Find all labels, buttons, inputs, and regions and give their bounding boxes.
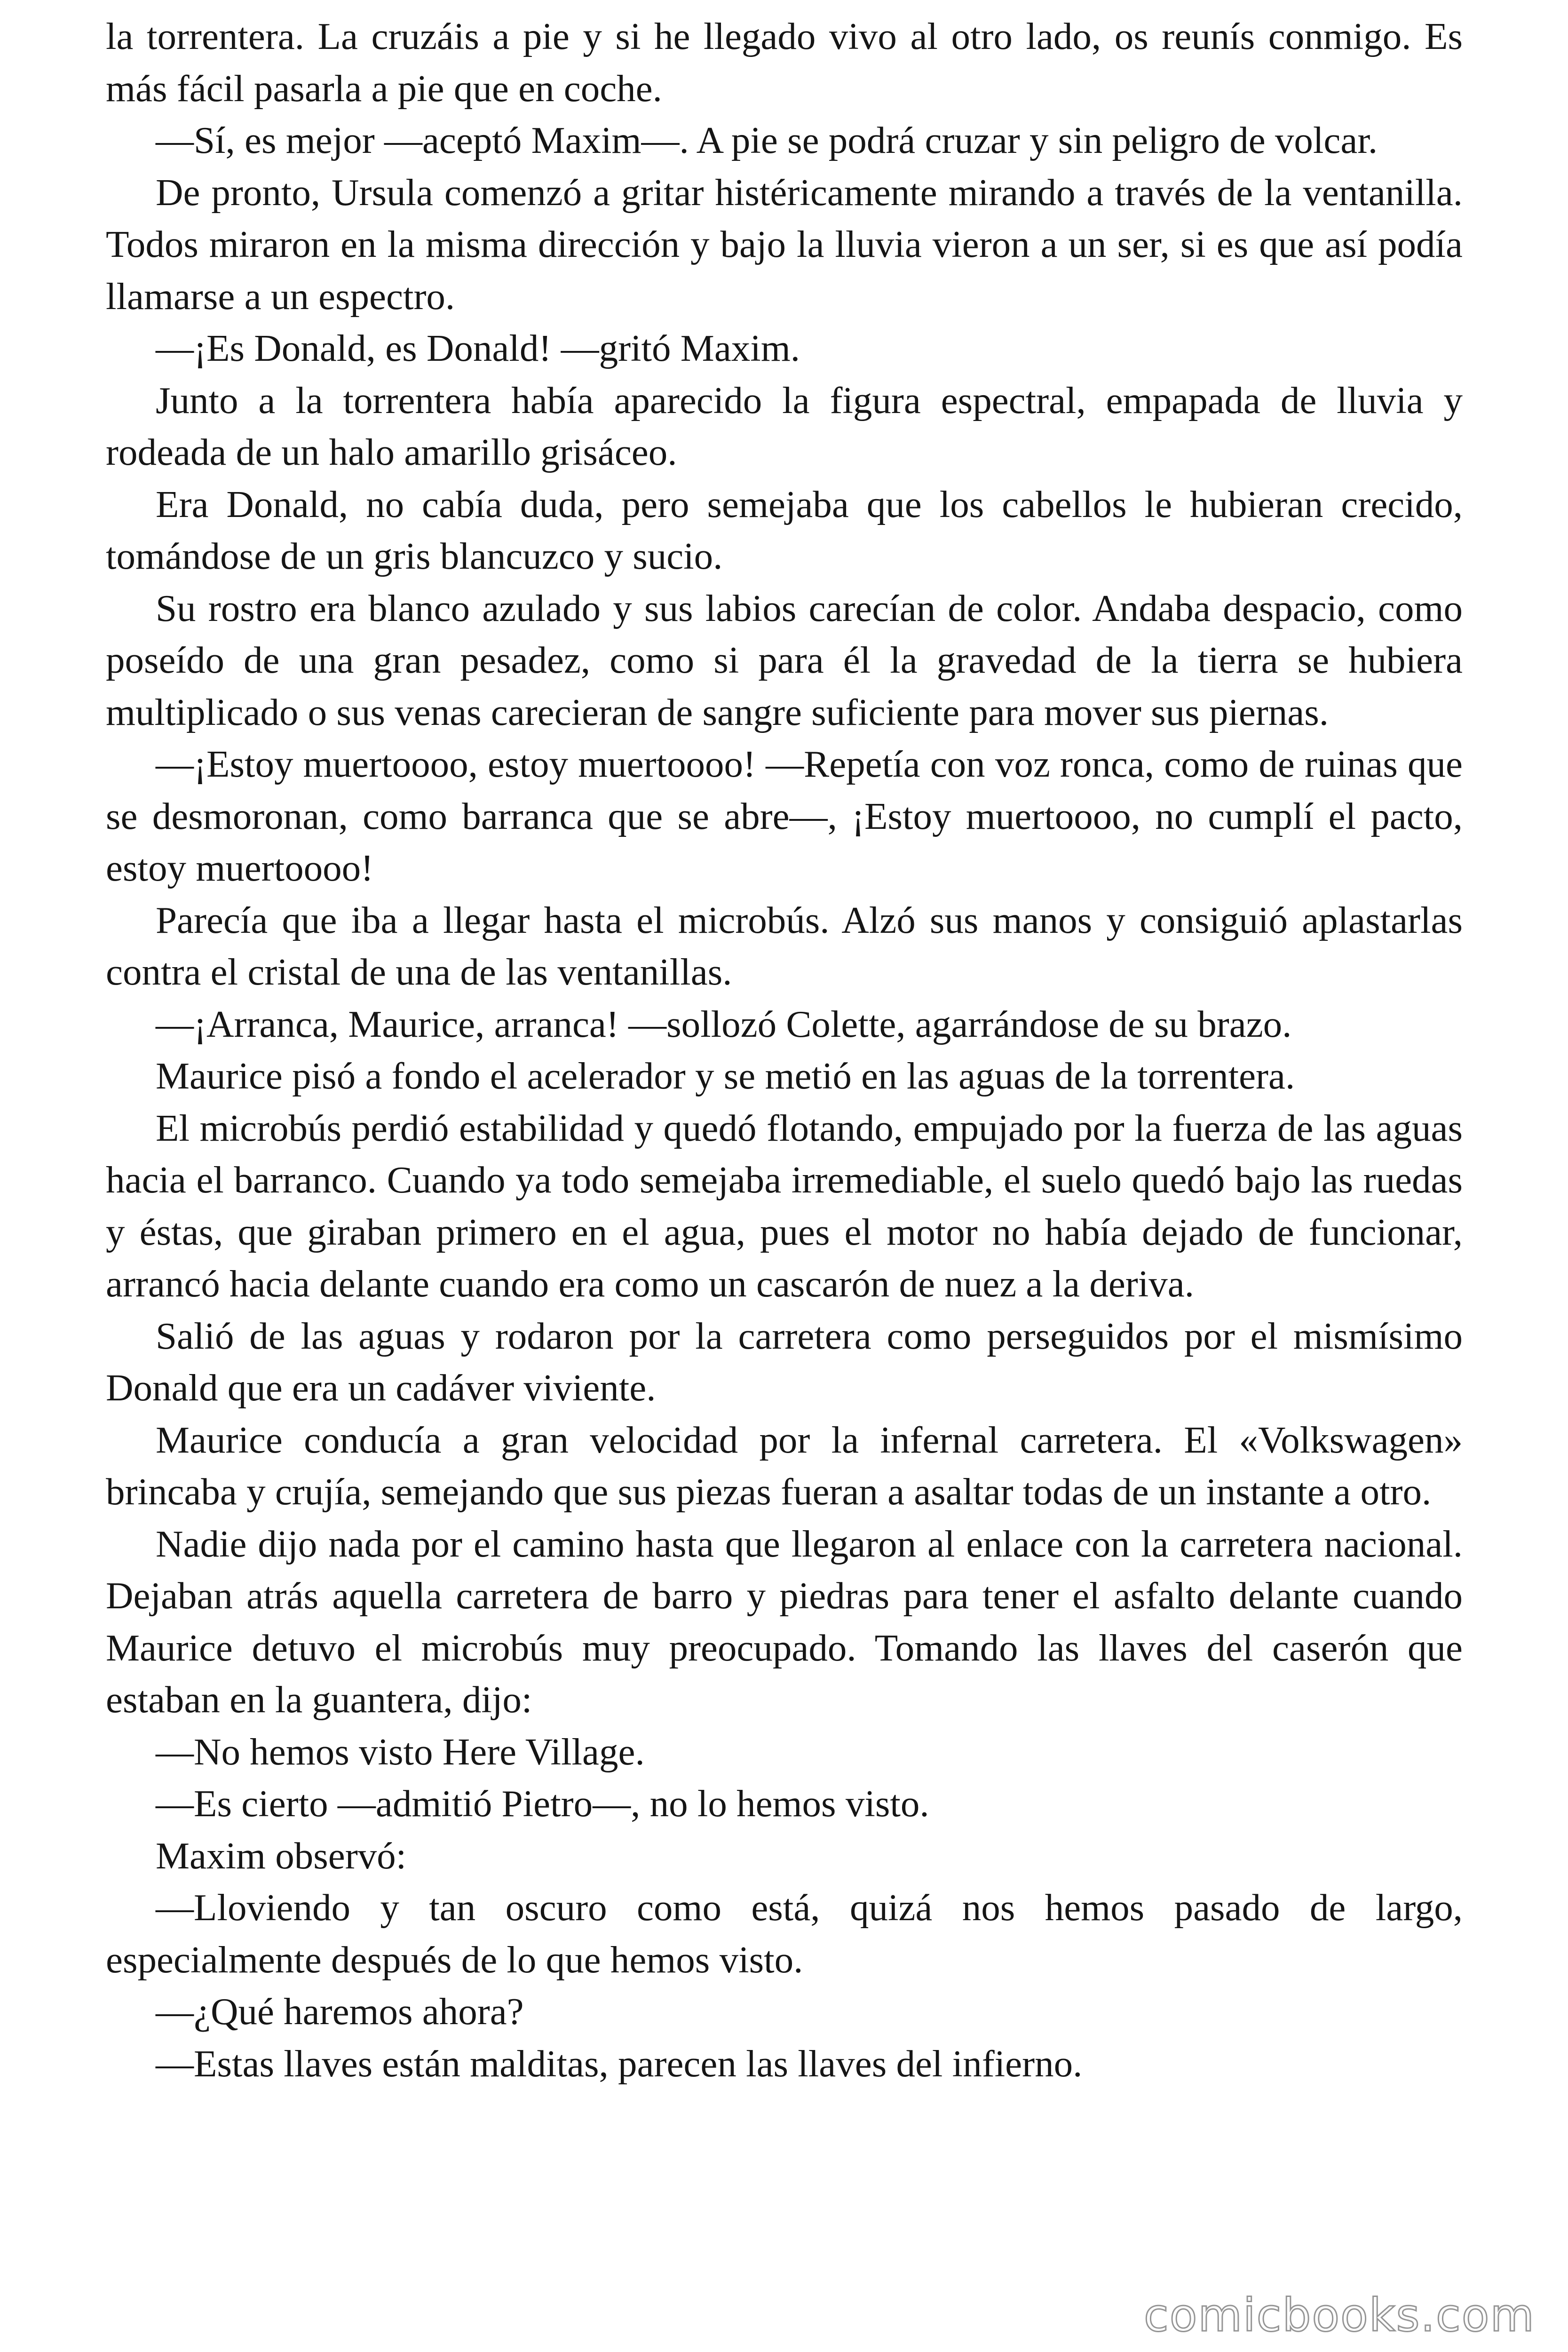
paragraph: Salió de las aguas y rodaron por la carretera como perseguidos por el mismísimo Donald que era un cadáver viviente.: [106, 1314, 1463, 1409]
paragraph: —Estas llaves están malditas, parecen las llaves del infierno.: [156, 2042, 1083, 2085]
paragraph: Era Donald, no cabía duda, pero semejaba que los cabellos le hubieran crecido, tomándose de un gris blancuzco y sucio.: [106, 483, 1463, 577]
paragraph: Junto a la torrentera había aparecido la figura espectral, empapada de lluvia y rodeada de un halo amarillo grisáceo.: [106, 379, 1463, 473]
paragraph: Parecía que iba a llegar hasta el microbús. Alzó sus manos y consiguió aplastarlas contra el cristal de una de las ventanillas.: [106, 898, 1463, 993]
paragraph: Nadie dijo nada por el camino hasta que llegaron al enlace con la carretera nacional. Dejaban atrás aquella carretera de barro y piedras para tener el asfalto delante cuando Maurice detuvo el microbús muy preocupado. Tomando las llaves del caserón que estaban en la guantera, dijo:: [106, 1522, 1463, 1721]
page-body: [106, 10, 1463, 2090]
paragraph: —Lloviendo y tan oscuro como está, quizá nos hemos pasado de largo, especialmente después de lo que hemos visto.: [106, 1886, 1463, 1981]
paragraph: —¿Qué haremos ahora?: [156, 1990, 524, 2033]
paragraph: —Es cierto —admitió Pietro—, no lo hemos visto.: [156, 1782, 929, 1825]
paragraph: Maurice conducía a gran velocidad por la infernal carretera. El «Volkswagen» brincaba y crujía, semejando que sus piezas fueran a asaltar todas de un instante a otro.: [106, 1418, 1463, 1513]
paragraph: El microbús perdió estabilidad y quedó flotando, empujado por la fuerza de las aguas hacia el barranco. Cuando ya todo semejaba irremediable, el suelo quedó bajo las ruedas y éstas, que giraban primero en el agua, pues el motor no había dejado de funcionar, arrancó hacia delante cuando era como un cascarón de nuez a la deriva.: [106, 1106, 1463, 1305]
paragraph: la torrentera. La cruzáis a pie y si he llegado vivo al otro lado, os reunís conmigo. Es más fácil pasarla a pie que en coche.: [106, 15, 1463, 110]
watermark: comicbooks.com: [1143, 2289, 1535, 2342]
paragraph: De pronto, Ursula comenzó a gritar histéricamente mirando a través de la ventanilla. Todos miraron en la misma dirección y bajo la lluvia vieron a un ser, si es que así podía llamarse a un espectro.: [106, 171, 1463, 318]
paragraph: Su rostro era blanco azulado y sus labios carecían de color. Andaba despacio, como poseído de una gran pesadez, como si para él la gravedad de la tierra se hubiera multiplicado o sus venas carecieran de sangre suficiente para mover sus piernas.: [106, 587, 1463, 733]
paragraph: Maxim observó:: [156, 1834, 407, 1877]
paragraph: —¡Arranca, Maurice, arranca! —sollozó Colette, agarrándose de su brazo.: [156, 1002, 1292, 1045]
paragraph: —¡Estoy muertoooo, estoy muertoooo! —Repetía con voz ronca, como de ruinas que se desmoronan, como barranca que se abre—, ¡Estoy muertoooo, no cumplí el pacto, estoy muertoooo!: [106, 743, 1463, 889]
paragraph: —¡Es Donald, es Donald! —gritó Maxim.: [156, 327, 800, 369]
paragraph: Maurice pisó a fondo el acelerador y se metió en las aguas de la torrentera.: [156, 1055, 1295, 1097]
paragraph: —No hemos visto Here Village.: [156, 1730, 645, 1773]
paragraph: —Sí, es mejor —aceptó Maxim—. A pie se podrá cruzar y sin peligro de volcar.: [156, 119, 1378, 161]
